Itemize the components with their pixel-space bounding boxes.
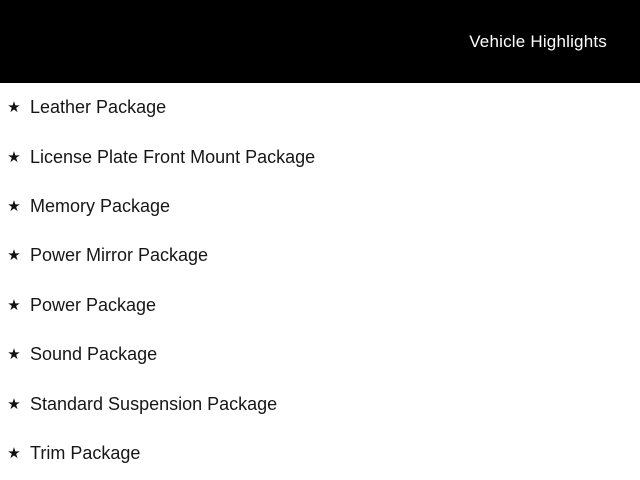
list-item-label: License Plate Front Mount Package <box>30 146 316 167</box>
list-item <box>0 182 640 231</box>
star-icon: ★ <box>7 99 21 117</box>
page-title: Vehicle Highlights <box>469 31 607 51</box>
star-icon: ★ <box>7 395 21 413</box>
star-icon: ★ <box>7 148 21 166</box>
list-item <box>0 132 640 181</box>
list-item-label: Leather Package <box>30 97 167 118</box>
list-item <box>0 281 640 330</box>
header-bar <box>0 0 640 83</box>
list-item <box>0 83 640 132</box>
list-item <box>0 379 640 428</box>
list-item-label: Power Package <box>30 294 157 315</box>
highlights-list <box>0 83 640 478</box>
list-item <box>0 429 640 478</box>
star-icon: ★ <box>7 444 21 462</box>
list-item-label: Memory Package <box>30 195 171 216</box>
list-item <box>0 330 640 379</box>
star-icon: ★ <box>7 346 21 364</box>
list-item-label: Standard Suspension Package <box>30 393 278 414</box>
star-icon: ★ <box>7 197 21 215</box>
star-icon: ★ <box>7 247 21 265</box>
list-item-label: Power Mirror Package <box>30 245 209 266</box>
list-item <box>0 231 640 280</box>
list-item-label: Trim Package <box>30 442 141 463</box>
star-icon: ★ <box>7 296 21 314</box>
list-item-label: Sound Package <box>30 344 158 365</box>
